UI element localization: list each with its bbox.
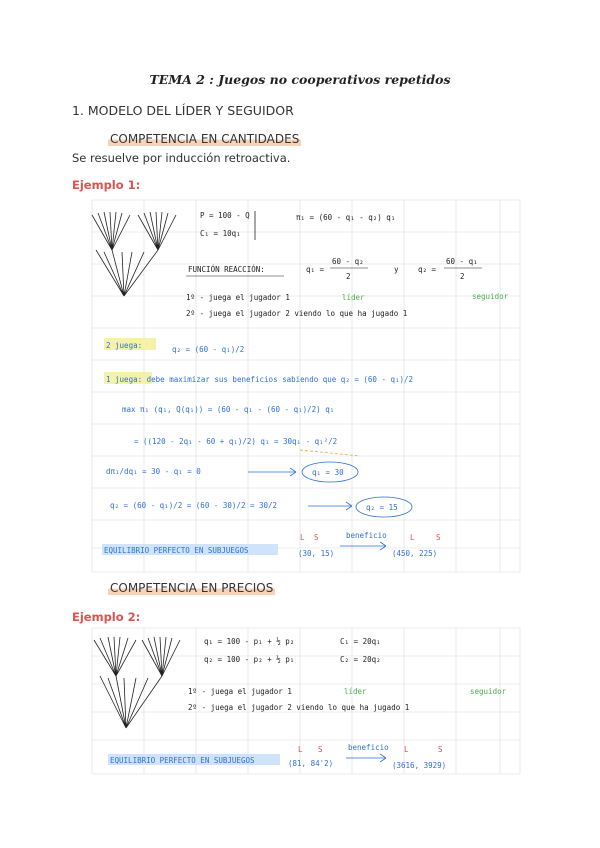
example-2-label: Ejemplo 2:	[72, 610, 141, 624]
section-heading: 1. MODELO DEL LÍDER Y SEGUIDOR	[72, 103, 294, 118]
game-tree-2	[94, 637, 180, 728]
leader-mark-2: L	[298, 745, 303, 754]
eq-q1: q₁ = 100 - p₁ + ½ p₂	[204, 637, 295, 646]
player1-maximizes: 1 juega: debe maximizar sus beneficios sabiendo que q₂ = (60 - q₁)/2	[106, 375, 414, 384]
turn-line-2: 2º - juega el jugador 2 viendo lo que ha jugado 1	[186, 309, 408, 318]
benefit-word-2: beneficio	[348, 743, 389, 752]
example-1-label: Ejemplo 1:	[72, 178, 141, 192]
player2-plays: 2 juega:	[106, 341, 143, 350]
follower-mark-2: S	[318, 745, 323, 754]
q2-lhs: q₂ =	[418, 265, 437, 274]
turn-line-2b: 2º - juega el jugador 2 viendo lo que ha jugado 1	[188, 703, 410, 712]
follower-mark-1: S	[314, 533, 319, 542]
q2-substitution: q₂ = (60 - q₁)/2 = (60 - 30)/2 = 30/2	[110, 501, 278, 510]
q2-result: q₂ = 15	[366, 503, 398, 512]
turn-line-1b: 1º - juega el jugador 1	[188, 687, 292, 696]
equilibrium-pair-1: (30, 15)	[298, 549, 335, 558]
turn-line-1: 1º - juega el jugador 1	[186, 293, 290, 302]
page-title: TEMA 2 : Juegos no cooperativos repetidos	[149, 72, 451, 87]
and-word: y	[394, 265, 399, 274]
q1-lhs: q₁ =	[306, 265, 325, 274]
follower-mark-1b: S	[436, 533, 441, 542]
leader-mark-1b: L	[410, 533, 415, 542]
q2-num: 60 - q₁	[446, 257, 478, 266]
eq-pi: π₁ = (60 - q₁ - q₂) q₁	[296, 213, 396, 222]
follower-word: seguidor	[472, 292, 509, 301]
derivative-eq: dπ₁/dq₁ = 30 - q₁ = 0	[106, 467, 201, 476]
eq-c: C₁ = 10q₁	[200, 229, 241, 238]
eq-c2: C₂ = 20q₂	[340, 655, 381, 664]
equilibrium-result-1: (450, 225)	[392, 549, 438, 558]
grid-lines-2	[92, 628, 520, 774]
subheading-quantities: COMPETENCIA EN CANTIDADES	[110, 132, 300, 146]
benefit-word-1: beneficio	[346, 531, 387, 540]
max-profit-eq: max π₁ (q₁, Q(q₁)) = (60 - q₁ - (60 - q₁)/2) q₁	[122, 405, 335, 414]
follower-word-2: seguidor	[470, 687, 507, 696]
equilibrium-label-1: EQUILIBRIO PERFECTO EN SUBJUEGOS	[104, 546, 249, 555]
leader-word-2: líder	[344, 687, 367, 696]
body-text: Se resuelve por inducción retroactiva.	[72, 151, 291, 165]
equilibrium-result-2: (3616, 3929)	[392, 761, 447, 770]
player2-reaction: q₂ = (60 - q₁)/2	[172, 345, 245, 354]
leader-word: líder	[342, 293, 365, 302]
equilibrium-pair-2: (81, 84'2)	[288, 759, 334, 768]
label-reaction-function: FUNCIÓN REACCIÓN:	[188, 265, 265, 274]
eq-q2: q₂ = 100 - p₂ + ½ p₁	[204, 655, 295, 664]
subheading-prices: COMPETENCIA EN PRECIOS	[110, 581, 274, 595]
eq-p: P = 100 - Q	[200, 211, 250, 220]
q1-result: q₁ = 30	[312, 468, 344, 477]
eq-c1: C₁ = 20q₁	[340, 637, 381, 646]
simplified-profit-eq: = ((120 - 2q₁ - 60 + q₁)/2) q₁ = 30q₁ - q₁²/2	[134, 437, 338, 446]
q2-den: 2	[460, 272, 465, 281]
follower-mark-2b: S	[438, 745, 443, 754]
equilibrium-label-2: EQUILIBRIO PERFECTO EN SUBJUEGOS	[110, 756, 255, 765]
q1-den: 2	[346, 272, 351, 281]
leader-mark-2b: L	[404, 745, 409, 754]
q1-num: 60 - q₂	[332, 257, 364, 266]
leader-mark-1: L	[300, 533, 305, 542]
